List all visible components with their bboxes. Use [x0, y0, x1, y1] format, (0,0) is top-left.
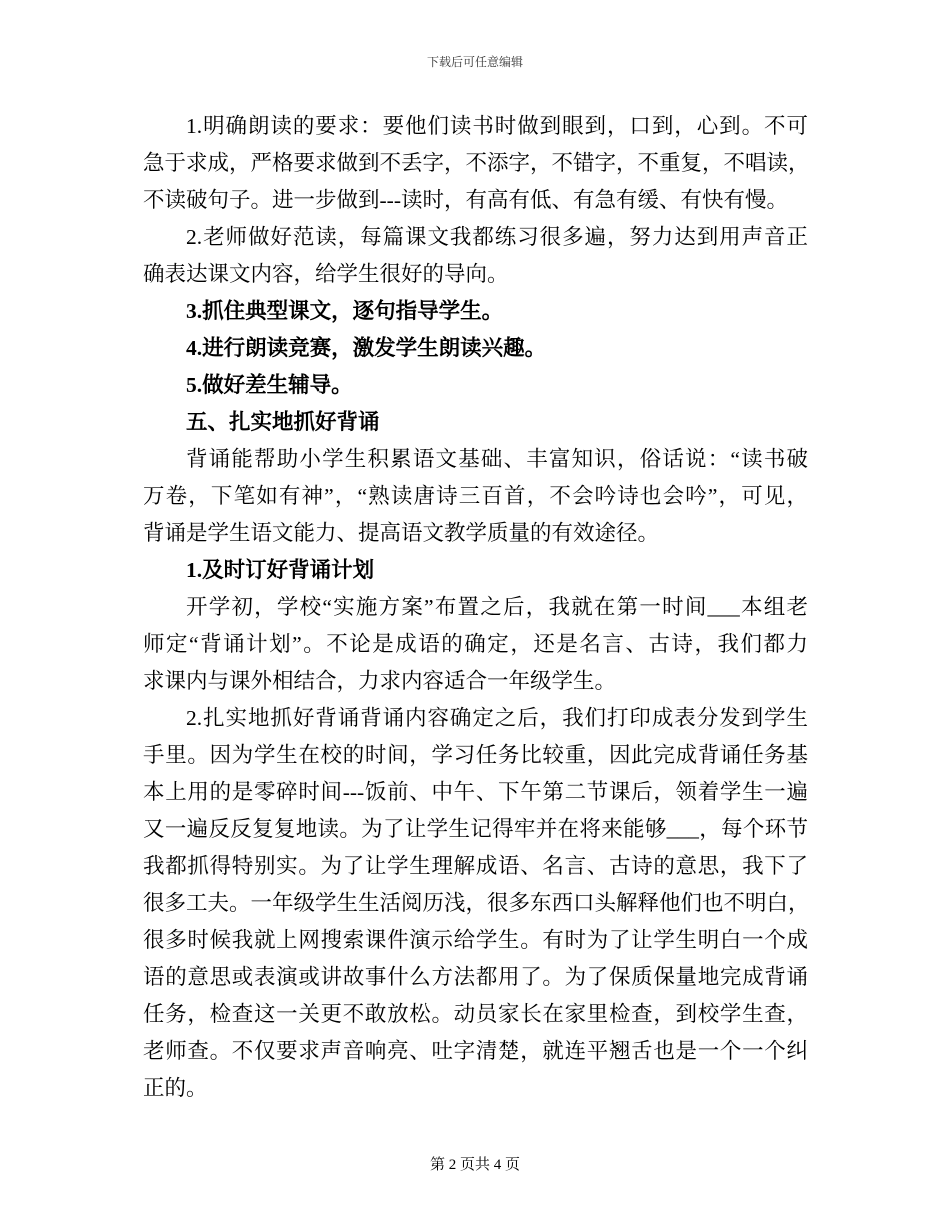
text-line: 正的。: [143, 1076, 208, 1100]
paragraph: [143, 589, 808, 700]
text-line: 5.做好差生辅导。: [186, 373, 353, 397]
list-item: [143, 367, 808, 404]
text-line: 确表达课文内容，给学生很好的导向。: [143, 262, 509, 286]
page-number-label: 第 2 页共 4 页: [429, 1157, 520, 1173]
list-item: [143, 330, 808, 367]
text-line: 急于求成，严格要求做到不丢字，不添字，不错字，不重复，不唱读，: [143, 151, 810, 175]
text-line: 2.扎实地抓好背诵背诵内容确定之后，我们打印成表分发到学生: [186, 706, 808, 730]
text-line: 不读破句子。进一步做到---读时，有高有低、有急有缓、有快有慢。: [143, 188, 788, 212]
text-line: 五、扎实地抓好背诵: [186, 410, 380, 434]
text-line: 本上用的是零碎时间---饭前、中午、下午第二节课后，领着学生一遍: [143, 780, 808, 804]
paragraph: [143, 441, 808, 552]
text-line: 任务，检查这一关更不敢放松。动员家长在家里检查，到校学生查，: [143, 1002, 808, 1026]
text-line: 老师查。不仅要求声音响亮、吐字清楚，就连平翘舌也是一个一个纠: [143, 1039, 808, 1063]
list-item: [143, 293, 808, 330]
text-line: 1.明确朗读的要求：要他们读书时做到眼到，口到，心到。不可: [186, 114, 808, 138]
text-line: 求课内与课外相结合，力求内容适合一年级学生。: [143, 669, 617, 693]
section-heading: [143, 552, 808, 589]
text-line: 背诵能帮助小学生积累语文基础、丰富知识，俗话说：“读书破: [186, 447, 808, 471]
paragraph: [143, 219, 808, 293]
text-line: 1.及时订好背诵计划: [186, 558, 375, 582]
page-header-note: 下载后可任意编辑: [426, 55, 523, 69]
text-line: 我都抓得特别实。为了让学生理解成语、名言、古诗的意思，我下了: [143, 854, 808, 878]
text-line: 语的意思或表演或讲故事什么方法都用了。为了保质保量地完成背诵: [143, 965, 808, 989]
paragraph: [143, 108, 808, 219]
text-line: 很多时候我就上网搜索课件演示给学生。有时为了让学生明白一个成: [143, 928, 808, 952]
text-line: 手里。因为学生在校的时间，学习任务比较重，因此完成背诵任务基: [143, 743, 808, 767]
document-body: [143, 108, 808, 1107]
paragraph: [143, 700, 808, 1107]
text-line: 2.老师做好范读，每篇课文我都练习很多遍，努力达到用声音正: [186, 225, 808, 249]
section-heading: [143, 404, 808, 441]
text-line: 3.抓住典型课文，逐句指导学生。: [186, 299, 504, 323]
text-line: 4.进行朗读竞赛，激发学生朗读兴趣。: [186, 336, 547, 360]
text-line: 开学初，学校“实施方案”布置之后，我就在第一时间___本组老: [186, 595, 808, 619]
text-line: 背诵是学生语文能力、提高语文教学质量的有效途径。: [143, 521, 660, 545]
text-line: 又一遍反反复复地读。为了让学生记得牢并在将来能够___，每个环节: [143, 817, 808, 841]
text-line: 万卷，下笔如有神”，“熟读唐诗三百首，不会吟诗也会吟”，可见，: [143, 484, 808, 508]
text-line: 很多工夫。一年级学生生活阅历浅，很多东西口头解释他们也不明白，: [143, 891, 810, 915]
text-line: 师定“背诵计划”。不论是成语的确定，还是名言、古诗，我们都力: [143, 632, 808, 656]
